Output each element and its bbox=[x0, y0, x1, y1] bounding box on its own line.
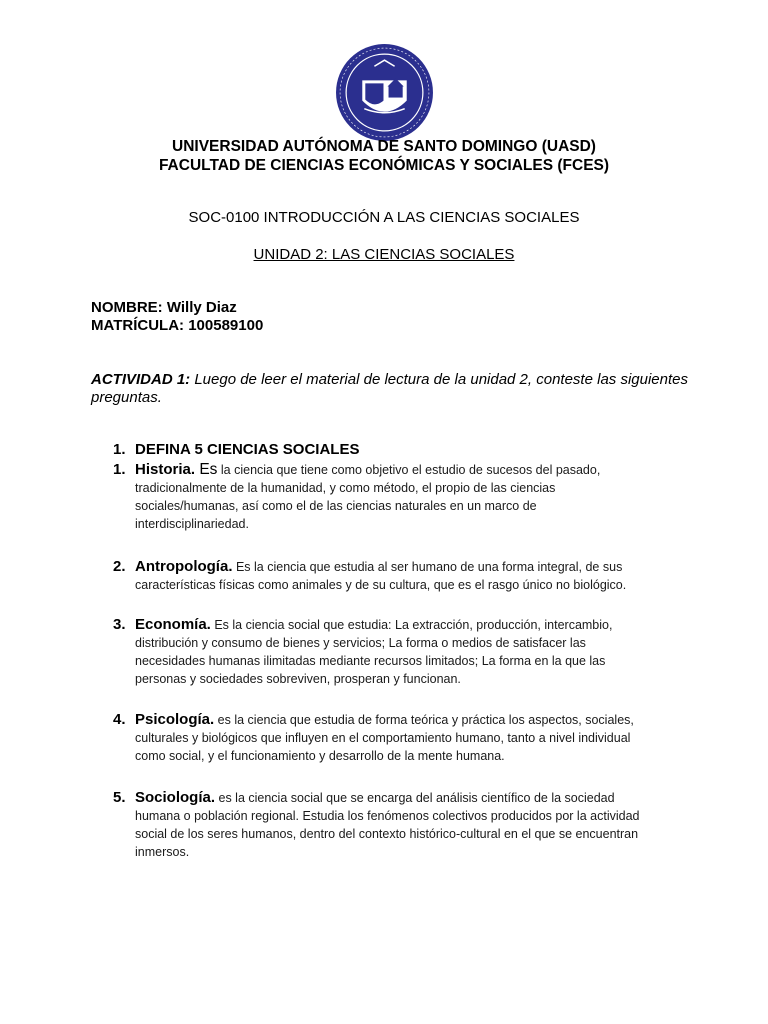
list-item bbox=[113, 789, 653, 861]
unit-title: UNIDAD 2: LAS CIENCIAS SOCIALES bbox=[253, 246, 515, 263]
list-item bbox=[113, 616, 653, 688]
list-item bbox=[113, 461, 653, 533]
activity-label: ACTIVIDAD 1: bbox=[91, 371, 191, 388]
question-number: 1. bbox=[113, 441, 126, 458]
faculty-name: FACULTAD DE CIENCIAS ECONÓMICAS Y SOCIALES (FCES) bbox=[158, 157, 610, 174]
item-text: es la ciencia social que se encarga del análisis científico de la sociedad humana o población regional. Estudia los fenómenos colectivos producidos por la actividad social de los seres humanos, dentro del contexto histórico-cultural en el que se encuentran inmersos. bbox=[135, 791, 640, 859]
item-term: Psicología. bbox=[135, 711, 215, 728]
university-heading bbox=[0, 137, 768, 175]
item-number: 3. bbox=[113, 616, 126, 633]
item-number: 5. bbox=[113, 789, 126, 806]
activity-text: Luego de leer el material de lectura de la unidad 2, conteste las siguientes preguntas. bbox=[91, 371, 688, 406]
item-term: Economía. bbox=[135, 616, 211, 633]
course-title: SOC-0100 INTRODUCCIÓN A LAS CIENCIAS SOCIALES bbox=[188, 209, 580, 226]
student-name: NOMBRE: Willy Diaz bbox=[91, 299, 237, 316]
item-term: Historia. bbox=[135, 461, 196, 478]
student-info bbox=[91, 299, 263, 335]
list-item bbox=[113, 711, 653, 765]
student-id: MATRÍCULA: 100589100 bbox=[91, 317, 264, 334]
university-name: UNIVERSIDAD AUTÓNOMA DE SANTO DOMINGO (UASD) bbox=[172, 138, 596, 155]
item-text: es la ciencia que estudia de forma teórica y práctica los aspectos, sociales, culturales y biológicos que influyen en el comportamiento humano, tanto a nivel individual como social, y el funcionamiento y desarrollo de la mente humana. bbox=[135, 713, 634, 763]
item-number: 1. bbox=[113, 461, 126, 478]
item-number: 4. bbox=[113, 711, 126, 728]
uasd-seal-icon bbox=[334, 42, 435, 143]
question-title: DEFINA 5 CIENCIAS SOCIALES bbox=[135, 441, 360, 458]
unit-title-wrap bbox=[0, 246, 768, 264]
item-text: Es la ciencia social que estudia: La extracción, producción, intercambio, distribución y consumo de bienes y servicios; La forma o medios de satisfacer las necesidades humanas ilimitadas mediante recursos limitados; La forma en la que las personas y sociedades sobreviven, prosperan y funcionan. bbox=[135, 618, 613, 686]
item-text: la ciencia que tiene como objetivo el estudio de sucesos del pasado, tradicionalmente de la humanidad, y como método, el propio de las ciencias sociales/humanas, así como el de las ciencias naturales en un marco de interdisciplinariedad. bbox=[135, 463, 601, 531]
item-term: Sociología. bbox=[135, 789, 216, 806]
list-item bbox=[113, 558, 653, 594]
item-term: Antropología. bbox=[135, 558, 233, 575]
item-text: Es la ciencia que estudia al ser humano de una forma integral, de sus características físicas como animales y de su cultura, que es el rasgo único no biológico. bbox=[135, 560, 627, 592]
activity-instructions bbox=[91, 371, 711, 407]
question-heading bbox=[113, 441, 359, 458]
item-lead: Es bbox=[195, 461, 218, 478]
item-number: 2. bbox=[113, 558, 126, 575]
